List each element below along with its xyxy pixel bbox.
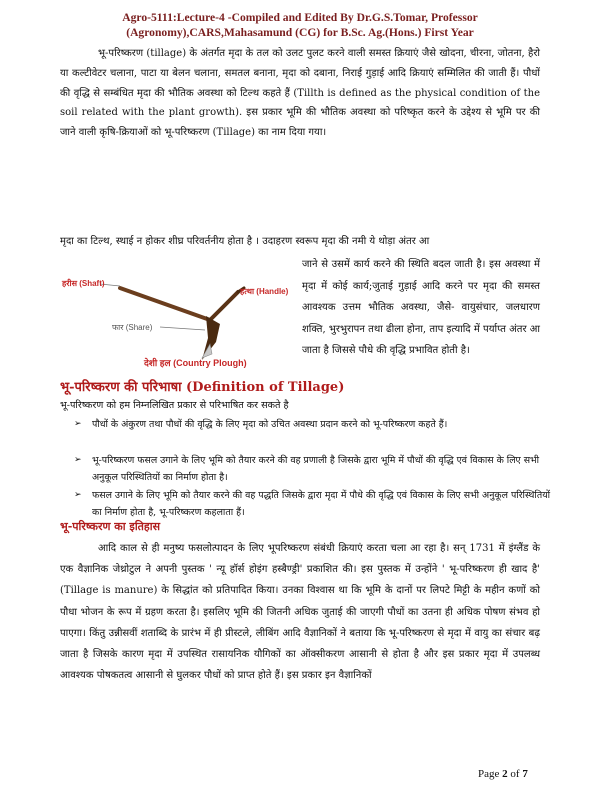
intro-paragraph: भू-परिष्करण (tillage) के अंतर्गत मृदा के तल को उलट पुलट करने वाली समस्त क्रियाएं जैसे खोदना, चीरना, जोतना, हैरो या कल्टीवेटर चलाना, पाटा या बेलन चलाना, समतल बनाना, मृदा को दबाना, निराई गुड़ाई आदि क्रियाएं सम्मिलित की जाती हैं। पौधों की वृद्धि से सम्बंधित मृदा की भौतिक अवस्था को टिल्थ कहते हैं (Tillth is defined as the physical condition of the soil related with the plant growth). इस प्रकार भूमि की भौतिक अवस्था को परिष्कृत करने के उद्देश्य से भूमि पर की जाने वाली कृषि-क्रियाओं को भू-परिष्करण (Tillage) का नाम दिया गया। [60,48,540,139]
definition-bullet-text: पौधों के अंकुरण तथा पौधों की वृद्धि के लिए मृदा को उचित अवस्था प्रदान करने को भू-परिष्करण कहते हैं। [92,419,448,430]
share-leader-line [160,327,205,330]
country-plough-figure [60,262,300,374]
header-line-2: (Agronomy),CARS,Mahasamund (CG) for B.Sc. Ag.(Hons.) First Year [126,26,474,39]
arrow-bullet-icon: ➢ [74,419,82,429]
definition-bullet-1 [72,416,560,433]
definition-bullet-3 [72,487,560,521]
shaft-shape [120,288,210,320]
share-label: फार (Share) [112,323,153,332]
arrow-bullet-icon: ➢ [74,490,82,500]
side-paragraph: जाने से उसमें कार्य करने की स्थिति बदल जाती है। इस अवस्था में मृदा में कोई कार्य;जुताई गुड़ाई आदि करने पर मृदा की समस्त आवश्यक उत्तम भौतिक अवस्था, जैसे- वायुसंचार, जलधारण शक्ति, भुरभुरापन तथा ढीला होना, ताप इत्यादि में पर्याप्त अंतर आ जाता है जिससे पौधे की वृद्धि प्रभावित होती है। [302,259,540,356]
figure-caption: देशी हल (Country Plough) [144,358,247,368]
definition-bullet-text: भू-परिष्करण फसल उगाने के लिए भूमि को तैयार करने की वह प्रणाली है जिसके द्वारा भूमि में पौधों की वृद्धि एवं विकास के लिए सभी अनुकूल परिस्थितियों का निर्माण होता है। [92,455,540,483]
definition-bullet-text: फसल उगाने के लिए भूमि को तैयार करने की वह पद्धति जिसके द्वारा मृदा में पौधे की वृद्धि एवं विकास के लिए सभी अनुकूल परिस्थितियों का निर्माण होता है, भू-परिष्करण कहलाता हैं। [92,490,551,518]
arrow-bullet-icon: ➢ [74,455,82,465]
history-paragraph: आदि काल से ही मनुष्य फसलोत्पादन के लिए भूपरिष्करण संबंधी क्रियाएं करता चला आ रहा है। सन् 1731 में इंग्लैंड के एक वैज्ञानिक जेथ्रोटुल ने अपनी पुस्तक ' न्यू हॉर्स होइंग हस्बैण्ड्री' प्रकाशित की। इस पुस्तक में उन्होंने ' भू-परिष्करण ही खाद है' (Tillage is manure) के सिद्धांत को प्रतिपादित किया। उनका विश्वास था कि भूमि के दानों पर लिपटे मिट्टी के महीन कणों को पौधा भोजन के रूप में ग्रहण करता है। इसलिए भूमि की जितनी अधिक जुताई की जाएगी पौधों का उतना ही अधिक पोषण संभव हो पाएगा। किंतु उन्नीसवीं शताब्दि के प्रारंभ में ही प्रीस्टले, लीबिंग आदि वैज्ञानिकों ने बताया कि भू-परिष्करण से मृदा में वायु का संचार बढ़ जाता है जिसके कारण मृदा में उपस्थित रासायनिक यौगिकों का ऑक्सीकरण आसानी से होता है और इस प्रकार मृदा में उपलब्ध आवश्यक पोषकतत्व आसानी से घुलकर पौधों को प्राप्त होते हैं। इस प्रकार इन वैज्ञानिकों [60,543,541,682]
header-line-1: Agro-5111:Lecture-4 -Compiled and Edited By Dr.G.S.Tomar, Professor [122,11,478,24]
definition-heading: भू-परिष्करण की परिभाषा (Definition of Tillage) [60,380,345,395]
definition-intro: भू-परिष्करण को हम निम्नलिखित प्रकार से परिभाषित कर सकते है [60,400,289,411]
page-number [478,768,528,780]
shaft-label: हरीस (Shaft) [62,279,105,288]
tilth-line: मृदा का टिल्थ, स्थाई न होकर शीघ्र परिवर्तनीय होता है । उदाहरण स्वरूप मृदा की नमी ये थोड़ा अंतर आ [60,236,430,247]
total-pages: 7 [522,768,528,780]
handle-shape [210,292,238,320]
of-word: of [510,768,520,780]
page-word: Page [478,768,500,780]
handle-label: हत्था (Handle) [240,287,289,296]
history-heading: भू-परिष्करण का इतिहास [60,520,161,533]
definition-bullet-2 [72,452,560,486]
document-header [0,10,600,40]
current-page: 2 [502,768,508,780]
